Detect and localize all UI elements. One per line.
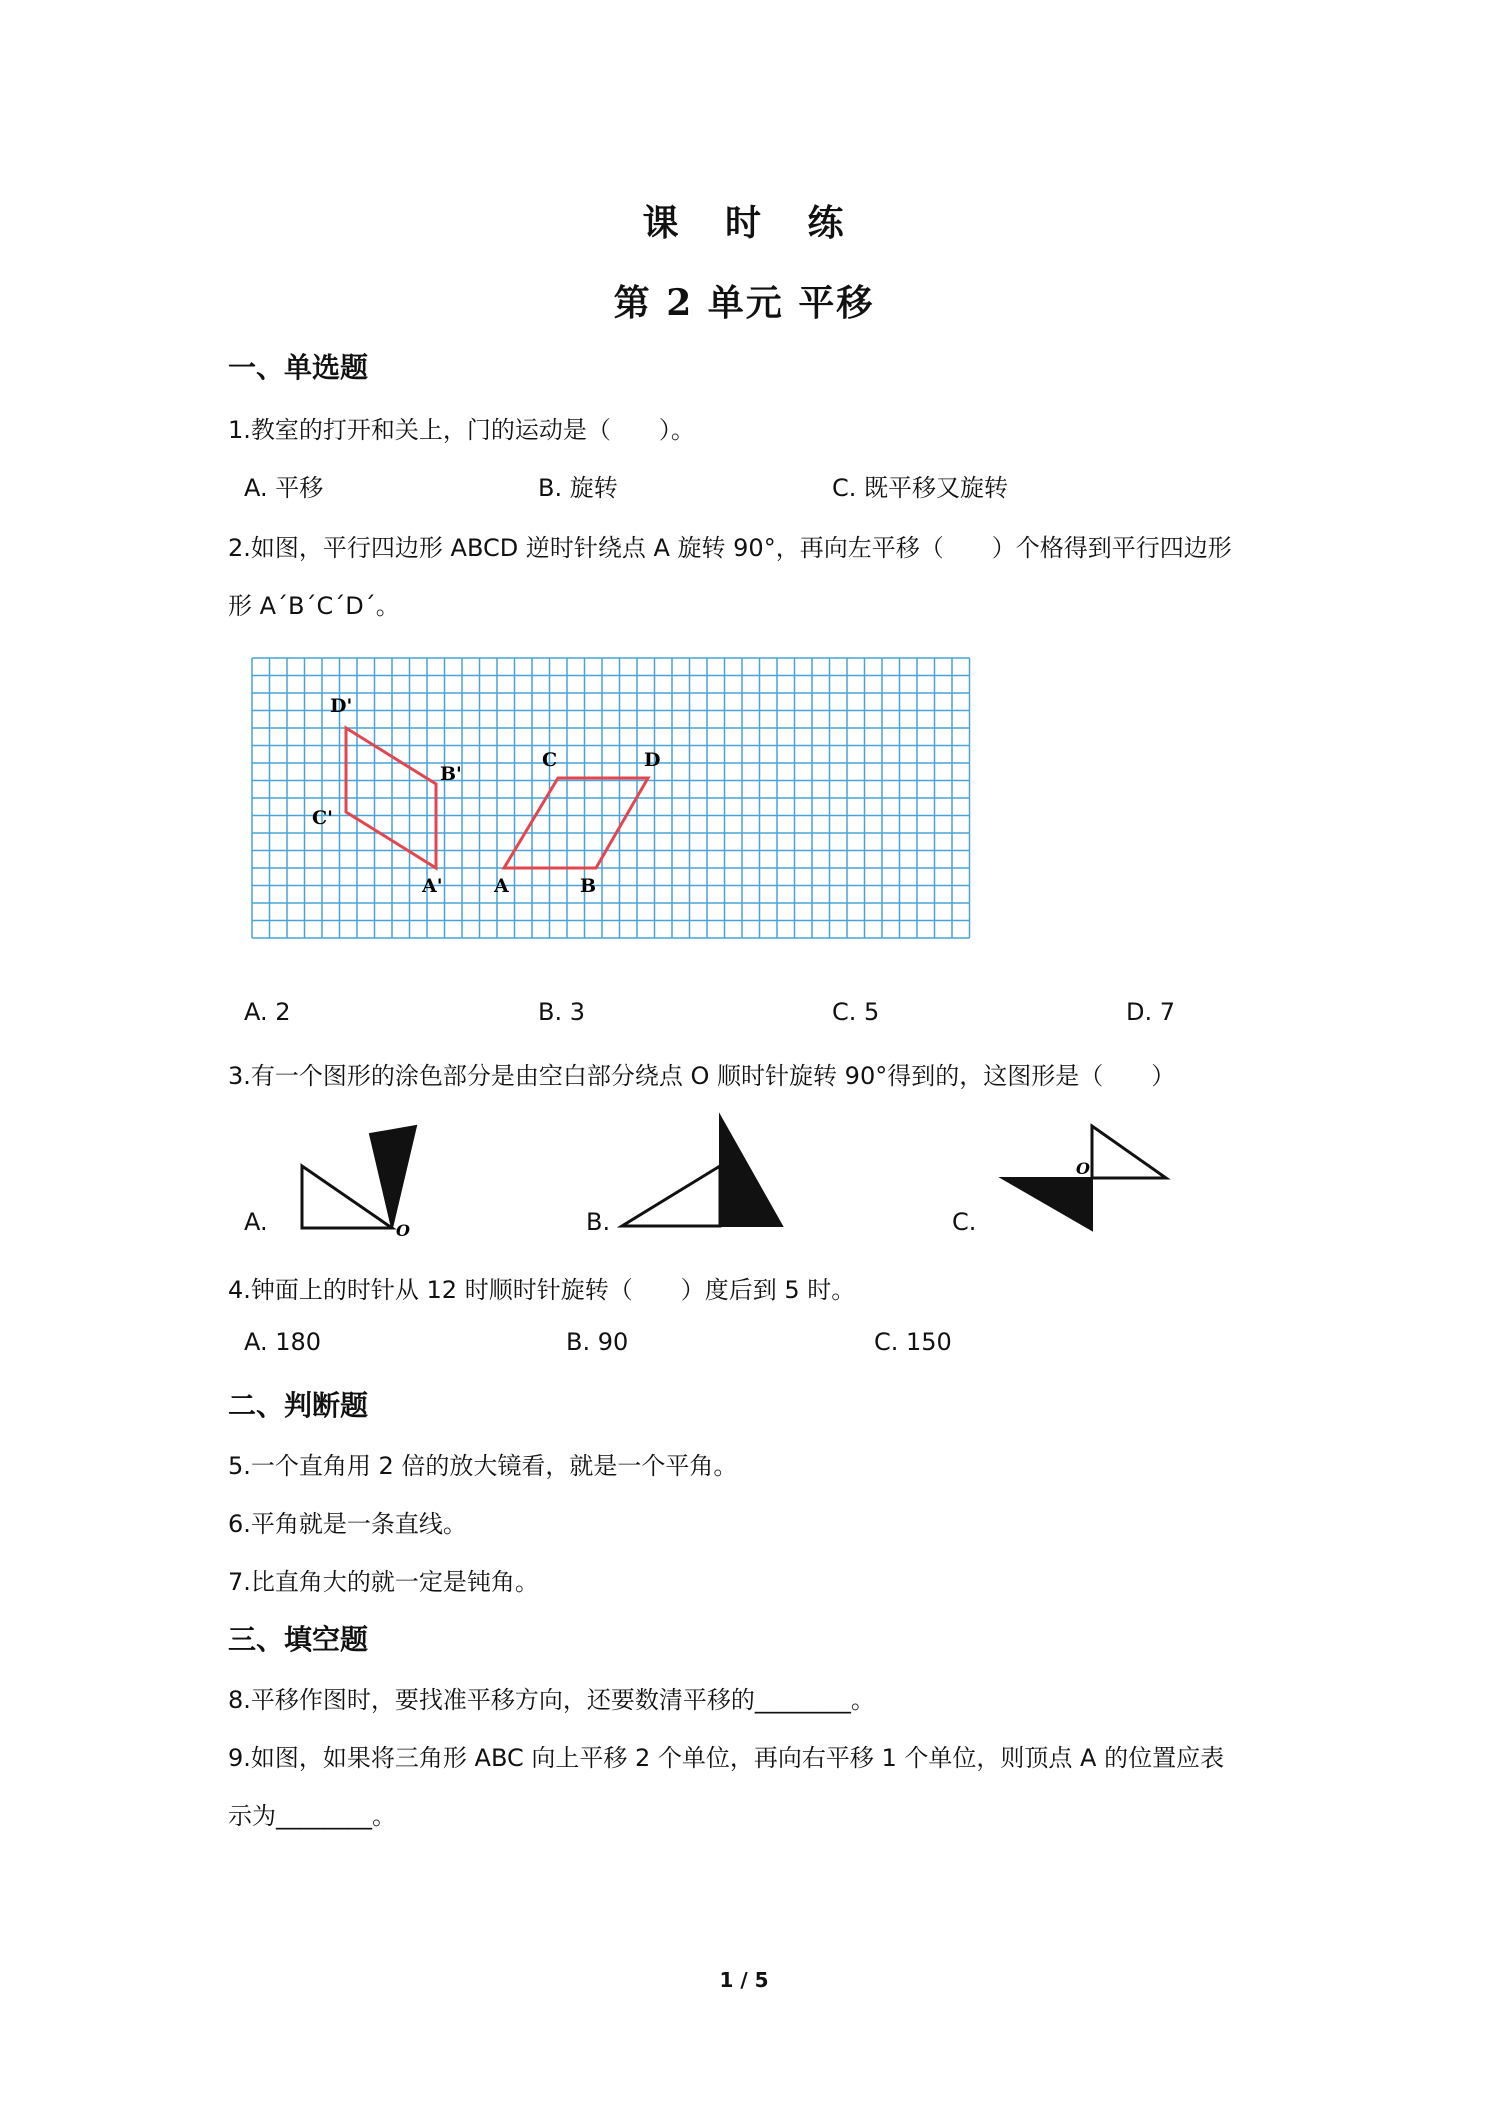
q3c-point-o: O <box>1076 1159 1090 1178</box>
q3-option-a: A. <box>244 1208 268 1236</box>
q2-option-d: D. 7 <box>1126 998 1176 1026</box>
label-c: C <box>542 749 558 771</box>
label-d-prime: D' <box>330 695 353 717</box>
q1-option-c: C. 既平移又旋转 <box>832 474 1009 502</box>
q3b-blank-triangle <box>622 1166 720 1226</box>
question-9-line1: 9.如图，如果将三角形 ABC 向上平移 2 个单位，再向右平移 1 个单位，则顶点 A 的位置应表 <box>228 1744 1225 1772</box>
q3a-shaded-triangle <box>370 1126 416 1228</box>
q3-option-c: C. <box>952 1208 977 1236</box>
page-subtitle: 第 2 单元 平移 <box>613 282 875 324</box>
question-6: 6.平角就是一条直线。 <box>228 1510 467 1538</box>
label-a-prime: A' <box>422 875 443 897</box>
q3-figure-c <box>998 1116 1188 1238</box>
label-a: A <box>494 875 509 897</box>
q3-figure-a <box>292 1118 432 1238</box>
q4-option-b: B. 90 <box>566 1328 629 1356</box>
q3-figure-b <box>612 1108 792 1238</box>
question-2-line2: 形 A´B´C´D´。 <box>228 592 400 620</box>
question-8: 8.平移作图时，要找准平移方向，还要数清平移的________。 <box>228 1686 875 1714</box>
page-title: 课 时 练 <box>642 202 846 244</box>
q3-option-b: B. <box>586 1208 611 1236</box>
question-3: 3.有一个图形的涂色部分是由空白部分绕点 O 顺时针旋转 90°得到的，这图形是（ ） <box>228 1062 1176 1090</box>
q3a-point-o: O <box>396 1221 410 1238</box>
label-b: B <box>580 875 597 897</box>
parallelogram-abcd <box>504 778 648 868</box>
question-2-line1: 2.如图，平行四边形 ABCD 逆时针绕点 A 旋转 90°，再向左平移（ ）个格得到平行四边形 <box>228 534 1232 562</box>
grid-lines <box>252 658 970 938</box>
section-heading-fill-in: 三、填空题 <box>228 1623 369 1656</box>
q2-option-a: A. 2 <box>244 998 291 1026</box>
question-1: 1.教室的打开和关上，门的运动是（ ）。 <box>228 416 695 444</box>
question-7: 7.比直角大的就一定是钝角。 <box>228 1568 539 1596</box>
q3c-blank-triangle <box>1092 1126 1166 1178</box>
section-heading-true-false: 二、判断题 <box>228 1389 369 1422</box>
q1-option-b: B. 旋转 <box>538 474 618 502</box>
q4-option-a: A. 180 <box>244 1328 322 1356</box>
q2-option-c: C. 5 <box>832 998 880 1026</box>
q4-option-c: C. 150 <box>874 1328 952 1356</box>
label-c-prime: C' <box>312 807 333 829</box>
q3c-shaded-triangle <box>1002 1178 1092 1230</box>
question-4: 4.钟面上的时针从 12 时顺时针旋转（ ）度后到 5 时。 <box>228 1276 856 1304</box>
q2-grid-figure <box>250 656 975 942</box>
q2-option-b: B. 3 <box>538 998 585 1026</box>
question-5: 5.一个直角用 2 倍的放大镜看，就是一个平角。 <box>228 1452 738 1480</box>
q1-option-a: A. 平移 <box>244 474 324 502</box>
label-d: D <box>644 749 661 771</box>
section-heading-single-choice: 一、单选题 <box>228 351 369 384</box>
q3a-blank-triangle <box>302 1166 392 1228</box>
page-number: 1 / 5 <box>719 1968 769 1992</box>
question-9-line2: 示为________。 <box>228 1802 396 1830</box>
q3b-shaded-triangle <box>720 1116 782 1226</box>
label-b-prime: B' <box>440 763 462 785</box>
